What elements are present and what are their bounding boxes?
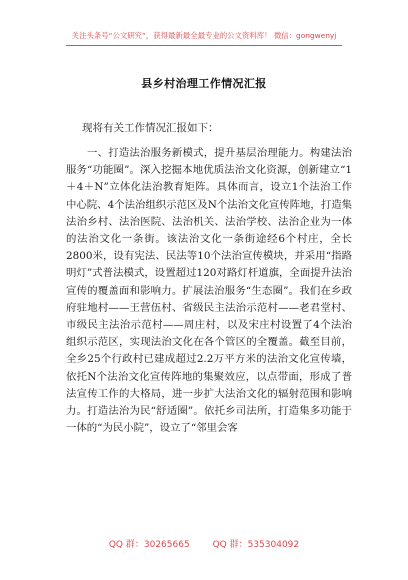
header-banner: 关注头条号“公文研究”，获得最新最全最专业的公文资料库！ 微信：gongwenyj: [71, 31, 337, 40]
footer-qq-group-2: QQ 群：535304092: [212, 540, 300, 550]
header-divider: [66, 45, 342, 46]
footer-contacts: [0, 537, 408, 550]
document-greeting: 现将有关工作情况汇报如下：: [82, 122, 219, 134]
document-body: 一、打造法治服务新模式，提升基层治理能力。构建法治服务“功能圈”。深入挖掘本地优质法治文化资源，创新建立“1＋4＋N”立体化法治教育矩阵。具体而言，设立1个法治工作中心院、4个法治组织示范区及N个法治文化宣传阵地，打造集法治乡村、法治医院、法治机关、法治学校、法治企业为一体的法治文化一条街。该法治文化一条街途经6个村庄，全长2800米，设有宪法、民法等10个法治宣传模块，并采用“指路明灯”式普法模式，设置超过120对路灯杆道旗，全面提升法治宣传的覆盖面和影响力。扩展法治服务“生态圈”。我们在乡政府驻地村——王营伍村、省级民主法治示范村——老君堂村、市级民主法治示范村——周庄村，以及宋庄村设置了4个法治组织示范区，实现法治文化在各个管区的全覆盖。截至目前，全乡25个行政村已建成超过2.2万平方米的法治文化宣传墙，依托N个法治文化宣传阵地的集聚效应，以点带面，形成了普法宣传工作的大格局，进一步扩大法治文化的辐射范围和影响力。打造法治为民“舒适圈”。依托乡司法所，打造集多功能于一体的“为民小院”，设立了“邻里会客: [66, 147, 352, 435]
document-title: 县乡村治理工作情况汇报: [141, 77, 267, 90]
footer-qq-group-1: QQ 群：30265665: [108, 540, 190, 550]
